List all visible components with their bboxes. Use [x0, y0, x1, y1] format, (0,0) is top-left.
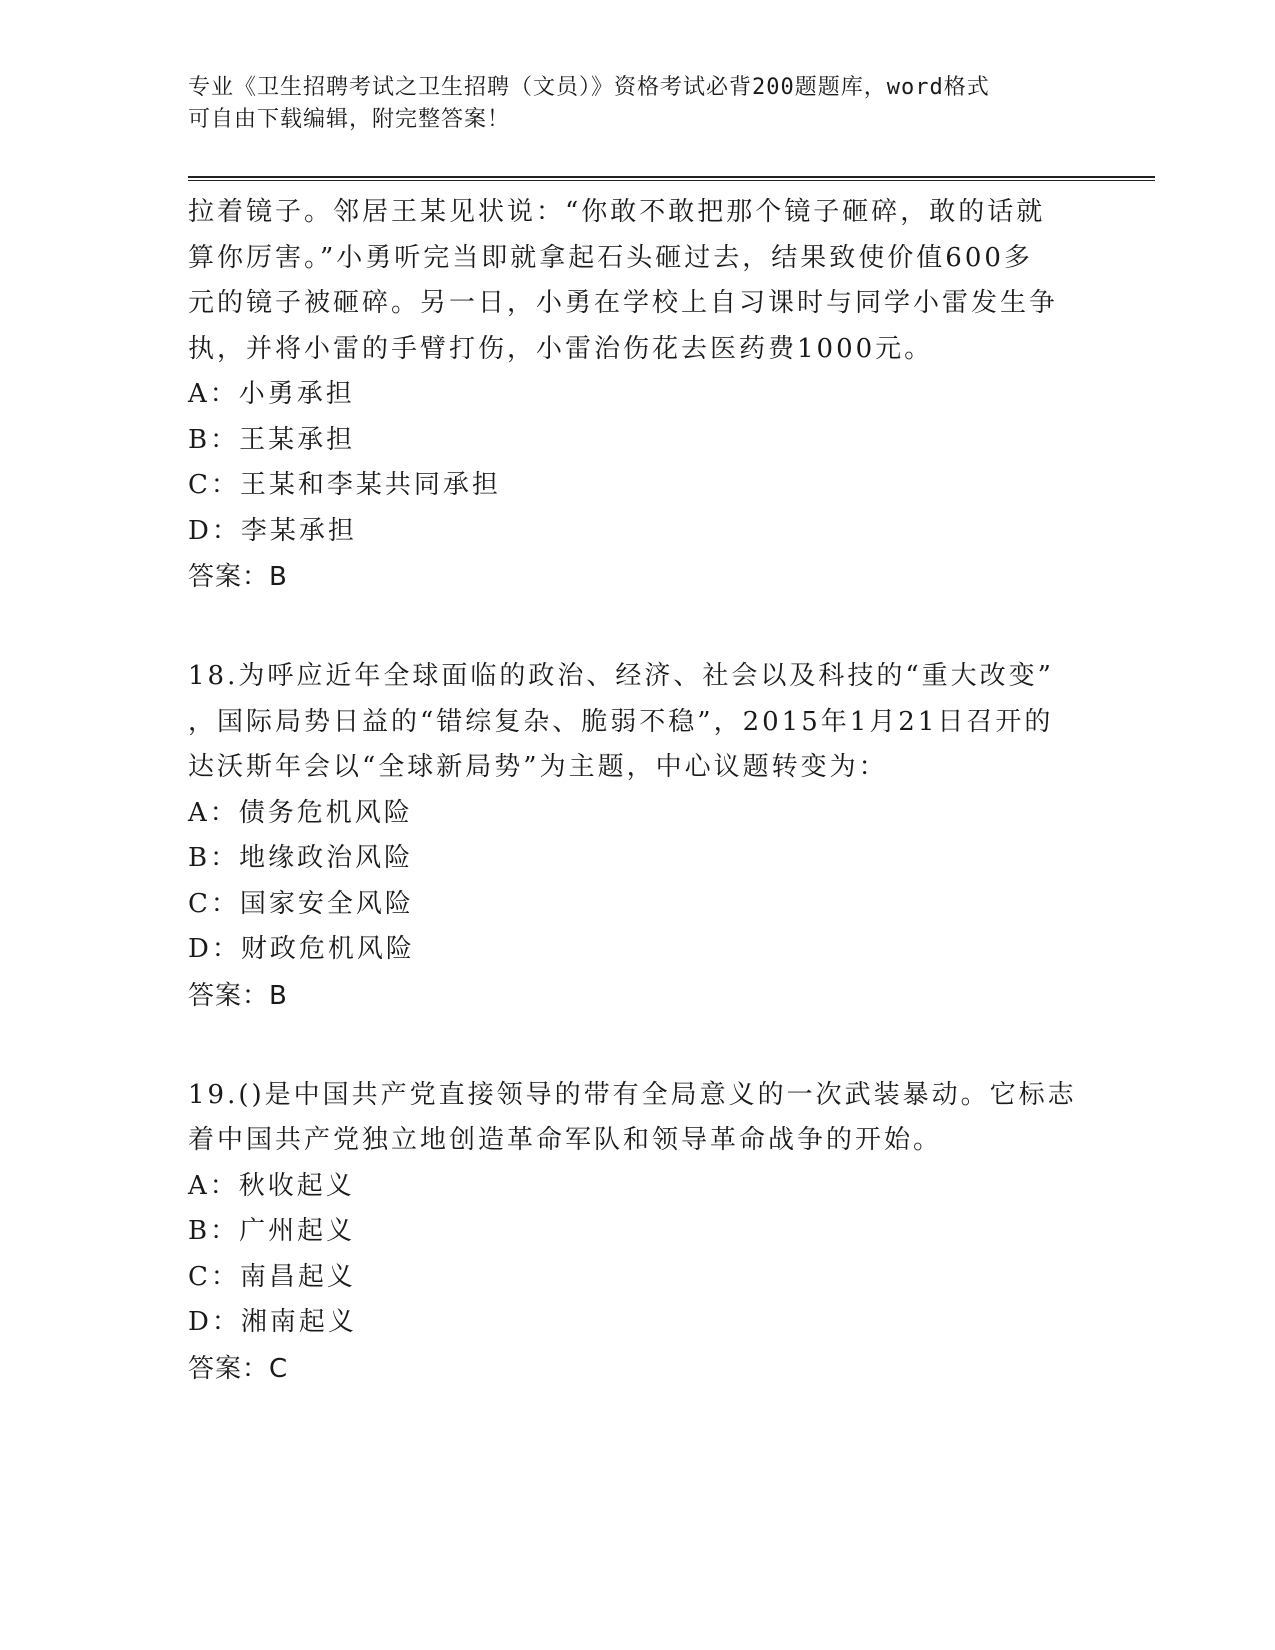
- question-text-line: 着中国共产党独立地创造革命军队和领导革命战争的开始。: [188, 1125, 943, 1155]
- document-header: [188, 72, 1088, 136]
- question-19: [188, 1073, 1088, 1392]
- question-text-line: 18.为呼应近年全球面临的政治、经济、社会以及科技的“重大改变”: [188, 661, 1054, 691]
- header-divider: [188, 176, 1155, 181]
- option-b: B：王某承担: [188, 424, 356, 455]
- option-a: A：秋收起义: [188, 1170, 355, 1201]
- option-a: A：债务危机风险: [188, 797, 413, 828]
- answer-line: 答案：B: [188, 562, 288, 592]
- question-text-line: 算你厉害。”小勇听完当即就拿起石头砸过去，结果致使价值600多: [188, 242, 1033, 273]
- header-line: 专业《卫生招聘考试之卫生招聘（文员）》资格考试必背200题题库，word格式: [188, 75, 990, 100]
- document-body: [188, 190, 1088, 1392]
- option-c: C：王某和李某共同承担: [188, 470, 501, 500]
- option-b: B：地缘政治风险: [188, 843, 414, 873]
- option-a: A：小勇承担: [188, 379, 355, 409]
- question-continuation: [188, 190, 1088, 600]
- question-text-line: 执，并将小雷的手臂打伤，小雷治伤花去医药费1000元。: [188, 333, 934, 364]
- option-d: D：财政危机风险: [188, 934, 415, 964]
- question-text-line: ，国际局势日益的“错综复杂、脆弱不稳”，2015年1月21日召开的: [188, 706, 1054, 737]
- option-d: D：湘南起义: [188, 1307, 357, 1337]
- option-c: C：南昌起义: [188, 1261, 356, 1292]
- answer-line: 答案：C: [188, 1353, 289, 1384]
- option-d: D：李某承担: [188, 515, 357, 546]
- question-18: [188, 654, 1088, 1019]
- question-text-line: 19.()是中国共产党直接领导的带有全局意义的一次武装暴动。它标志: [188, 1079, 1077, 1110]
- question-text-line: 达沃斯年会以“全球新局势”为主题，中心议题转变为：: [188, 752, 888, 782]
- question-text-line: 拉着镜子。邻居王某见状说：“你敢不敢把那个镜子砸碎，敢的话就: [188, 197, 1046, 227]
- question-text-line: 元的镜子被砸碎。另一日，小勇在学校上自习课时与同学小雷发生争: [188, 288, 1059, 318]
- header-line: 可自由下载编辑，附完整答案！: [188, 107, 511, 132]
- option-b: B：广州起义: [188, 1216, 356, 1246]
- answer-line: 答案：B: [188, 980, 288, 1011]
- option-c: C：国家安全风险: [188, 888, 414, 919]
